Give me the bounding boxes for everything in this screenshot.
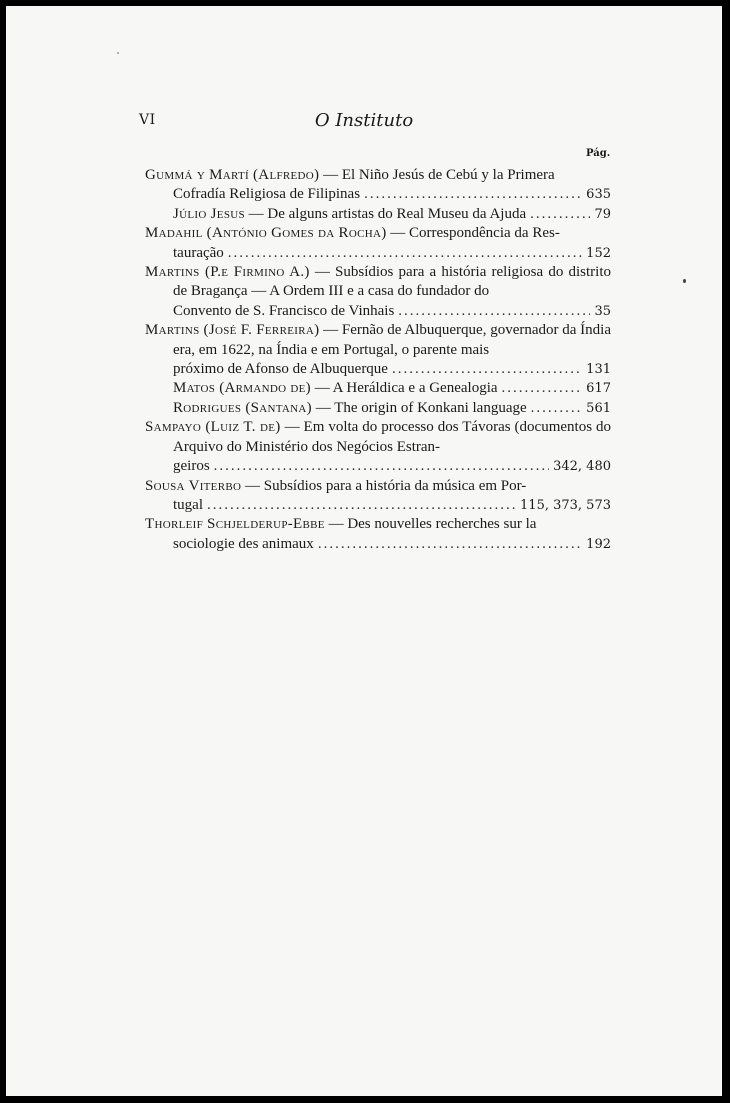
entry-lead — [145, 418, 612, 457]
entry-title-end: tauração — [173, 244, 224, 261]
entry-lead — [173, 399, 527, 418]
entry-author: Sousa Viterbo — [145, 477, 242, 494]
index-entry — [145, 166, 611, 205]
index-entry — [145, 224, 611, 263]
entry-pages: 79 — [594, 206, 611, 222]
dot-leader — [214, 457, 549, 476]
entry-lead — [145, 515, 611, 534]
entry-pages: 131 — [586, 362, 611, 378]
entry-title: — Subsídios para a história da música em Por- — [241, 477, 527, 494]
dot-leader — [392, 360, 582, 379]
entry-title-end: Convento de S. Francisco de Vinhais — [173, 302, 395, 319]
entry-title: — Correspondência da Res- — [386, 225, 560, 242]
book-page — [6, 6, 722, 1096]
entry-lead — [173, 205, 526, 224]
entry-author: Martins (P.e Firmino A.) — [145, 264, 310, 281]
index-entry — [145, 321, 611, 379]
entry-title-end: próximo de Afonso de Albuquerque — [173, 361, 388, 378]
entry-pages: 35 — [594, 303, 611, 319]
entry-lead — [173, 379, 498, 398]
dot-leader — [228, 244, 582, 263]
index-entry — [145, 399, 611, 418]
entry-title: — Des nouvelles recherches sur la — [324, 516, 537, 533]
entry-last-line — [173, 457, 611, 476]
dot-leader — [530, 205, 590, 224]
entry-lead — [145, 321, 611, 360]
paper-speck — [117, 52, 119, 54]
index-entry — [145, 379, 611, 398]
entry-title: — Fernão de Albuquerque, governador da Índia era, em 1622, na Índia e em Portugal, o parente mais — [173, 322, 611, 358]
entry-lead — [145, 477, 611, 496]
entry-last-line — [173, 496, 611, 515]
entry-lead — [145, 263, 612, 302]
entry-author: Gummá y Martí (Alfredo) — [145, 167, 320, 183]
index-entry — [145, 418, 611, 476]
entry-pages: 617 — [586, 381, 611, 397]
entry-author: Martins (José F. Ferreira) — [145, 322, 320, 339]
dot-leader — [398, 302, 590, 321]
paper-speck — [683, 279, 686, 283]
index-entry — [145, 205, 611, 224]
index-entry — [145, 515, 611, 554]
index-entry — [145, 477, 611, 516]
entry-pages: 192 — [586, 536, 611, 552]
entry-author: Madahil (António Gomes da Rocha) — [145, 225, 387, 242]
entry-title: — The origin of Konkani language — [311, 399, 527, 416]
entry-author: Rodrigues (Santana) — [173, 399, 312, 416]
entry-pages: 635 — [586, 187, 611, 203]
entry-title: — Subsídios para a história religiosa do distrito de Bragança — A Ordem III e a casa do fundador do — [173, 264, 612, 300]
entry-title-end: sociologie des animaux — [173, 535, 314, 552]
entry-pages: 342, 480 — [553, 459, 611, 475]
page-column-label: Pág. — [586, 148, 611, 159]
entry-last-line — [173, 379, 611, 398]
entry-title: — A Heráldica e a Genealogia — [310, 380, 498, 397]
entry-last-line — [173, 399, 611, 418]
entry-title-end: Cofradía Religiosa de Filipinas — [173, 186, 361, 203]
entry-last-line — [173, 185, 611, 204]
entry-author: Sampayo (Luiz T. de) — [145, 419, 281, 436]
entry-last-line — [173, 360, 611, 379]
running-head — [6, 110, 722, 134]
entry-author: Júlio Jesus — [173, 205, 245, 222]
dot-leader — [318, 535, 582, 554]
entry-pages: 115, 373, 573 — [520, 497, 611, 513]
index-list — [145, 166, 611, 554]
entry-last-line — [173, 535, 611, 554]
entry-pages: 152 — [586, 245, 611, 261]
entry-title: — De alguns artistas do Real Museu da Ajuda — [244, 205, 527, 222]
dot-leader — [364, 185, 582, 204]
dot-leader — [207, 496, 516, 515]
entry-pages: 561 — [586, 400, 611, 416]
entry-title-end: tugal — [173, 496, 203, 513]
entry-last-line — [173, 205, 611, 224]
index-entry — [145, 263, 611, 321]
entry-title: — Em volta do processo dos Távoras (documentos do Arquivo do Ministério dos Negócios Estran- — [173, 419, 612, 455]
journal-title: O Instituto — [314, 110, 414, 131]
entry-title: — El Niño Jesús de Cebú y la Primera — [319, 167, 555, 183]
entry-lead — [145, 166, 611, 185]
dot-leader — [531, 399, 583, 418]
entry-lead — [145, 224, 611, 243]
page-number: VI — [139, 112, 156, 128]
entry-last-line — [173, 302, 611, 321]
entry-title-end: geiros — [173, 458, 210, 475]
dot-leader — [502, 379, 583, 398]
entry-last-line — [173, 244, 611, 263]
entry-author: Thorleif Schjelderup-Ebbe — [145, 516, 325, 533]
entry-author: Matos (Armando de) — [173, 380, 311, 397]
